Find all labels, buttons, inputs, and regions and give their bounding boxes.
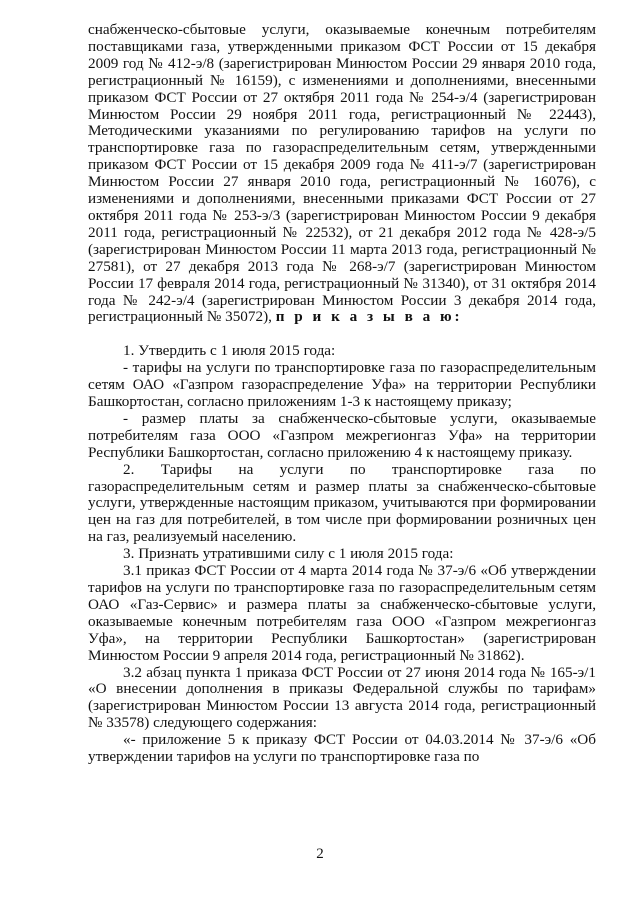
item-3-2: 3.2 абзац пункта 1 приказа ФСТ России от 27 июня 2014 года № 165-э/1 «О внесении дополнения в приказы Федеральной службы по тарифам» (зарегистрирован Минюстом России 13 августа 2014 года, регистрационный № 33578) следующего содержания: xyxy=(88,663,596,732)
quote-line: «- приложение 5 к приказу ФСТ России от 04.03.2014 № 37-э/6 «Об утверждении тарифов на услуги по транспортировке газа по xyxy=(88,731,596,766)
item-3: 3. Признать утратившими силу с 1 июля 2015 года: xyxy=(123,545,454,563)
page-number: 2 xyxy=(316,846,324,862)
body-paragraph-text: снабженческо-сбытовые услуги, оказываемые конечным потребителям поставщиками газа, утвержденными приказом ФСТ России от 15 декабря 2009 год № 412-э/8 (зарегистрирован Минюстом России 29 января 2010 года, регистрационный № 16159), с изменениями и дополнениями, внесенными приказом ФСТ России от 27 октября 2011 года № 254-э/4 (зарегистрирован Минюстом России 29 ноября 2011 года, регистрационный № 22443), Методическими указаниями по регулированию тарифов на услуги по транспортировке газа по газораспределительным сетям, утвержденными приказом ФСТ России от 15 декабря 2009 года № 411-э/7 (зарегистрирован Минюстом России 27 января 2010 года, регистрационный № 16076), с изменениями и дополнениями, внесенными приказами ФСТ России от 27 октября 2011 года № 253-э/3 (зарегистрирован Минюстом России 9 декабря 2011 года, регистрационный № 22532), от 21 декабря 2012 года № 428-э/5 (зарегистрирован Минюстом России 11 марта 2013 года, регистрационный № 27581), от 27 декабря 2013 года № 268-э/7 (зарегистрирован Минюстом России 17 февраля 2014 года, регистрационный № 31340), от 31 октября 2014 года № 242-э/4 (зарегистрирован Минюстом России 3 декабря 2014 года, регистрационный № 35072), xyxy=(88,21,596,326)
item-1-dash-2: - размер платы за снабженческо-сбытовые услуги, оказываемые потребителям газа ООО «Газпром межрегионгаз Уфа» на территории Республики Башкортостан, согласно приложению 4 к настоящему приказу. xyxy=(88,409,596,461)
item-1: 1. Утвердить с 1 июля 2015 года: xyxy=(123,342,336,360)
paragraph-gap xyxy=(88,326,596,343)
order-word: п р и к а з ы в а ю: xyxy=(275,308,463,326)
document-body xyxy=(88,22,596,766)
item-2: 2. Тарифы на услуги по транспортировке газа по газораспределительным сетям и размер платы за снабженческо-сбытовые услуги, утвержденные настоящим приказом, учитываются при формировании цен на газ для потребителей, в том числе при формировании розничных цен на газ, реализуемый населению. xyxy=(88,460,596,546)
item-3-1: 3.1 приказ ФСТ России от 4 марта 2014 года № 37-э/6 «Об утверждении тарифов на услуги по транспортировке газа по газораспределительным сетям ОАО «Газ-Сервис» и размера платы за снабженческо-сбытовые услуги, оказываемые конечным потребителям газа ООО «Газпром межрегионгаз Уфа», на территории Республики Башкортостан» (зарегистрирован Минюстом России 9 апреля 2014 года, регистрационный № 31862). xyxy=(88,562,596,664)
item-1-dash-1: - тарифы на услуги по транспортировке газа по газораспределительным сетям ОАО «Газпром газораспределение Уфа» на территории Республики Башкортостан, согласно приложениям 1-3 к настоящему приказу; xyxy=(88,359,596,411)
body-paragraph xyxy=(88,22,596,326)
